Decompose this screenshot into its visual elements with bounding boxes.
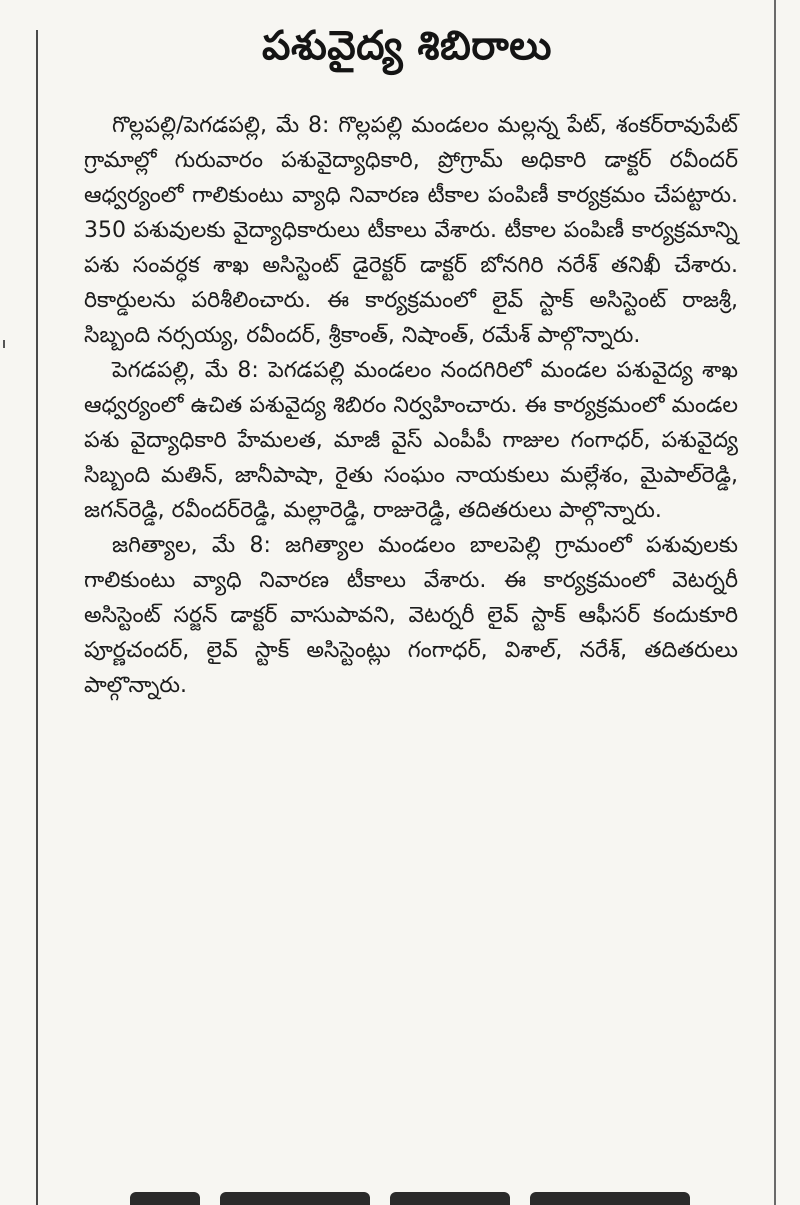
column-rule-right [774,0,776,1205]
paragraph-jagtial: జగిత్యాల, మే 8: జగిత్యాల మండలం బాలపెల్లి గ్రామంలో పశువులకు గాలికుంటు వ్యాధి నివారణ టీకాలు వేశారు. ఈ కార్యక్రమంలో వెటర్నరీ అసిస్టెంట్ సర్జన్ డాక్టర్ వాసుపావని, వెటర్నరీ లైవ్ స్టాక్ ఆఫీసర్ కందుకూరి పూర్ణచందర్, లైవ్ స్టాక్ అసిస్టెంట్లు గంగాధర్, విశాల్, నరేశ్, తదితరులు పాల్గొన్నారు. [84,533,738,698]
paragraph-pegadapalli: పెగడపల్లి, మే 8: పెగడపల్లి మండలం నందగిరిలో మండల పశువైద్య శాఖ ఆధ్వర్యంలో ఉచిత పశువైద్య శిబిరం నిర్వహించారు. ఈ కార్యక్రమంలో మండల పశు వైద్యాధికారి హేమలత, మాజీ వైస్ ఎంపీపీ గాజుల గంగాధర్, పశువైద్య సిబ్బంది మతిన్, జానీపాషా, రైతు సంఘం నాయకులు మల్లేశం, మైపాల్‌రెడ్డి, జగన్‌రెడ్డి, రవీందర్‌రెడ్డి, మల్లారెడ్డి, రాజురెడ్డి, తదితరులు పాల్గొన్నారు. [84,358,738,523]
cropped-next-headline [110,1186,710,1205]
article-body [84,108,738,703]
margin-mark [3,340,11,348]
headline: పశువైద్య శిబిరాలు [262,23,552,69]
column-rule-left [36,30,38,1205]
paragraph-gollapalli: గొల్లపల్లి/పెగడపల్లి, మే 8: గొల్లపల్లి మండలం మల్లన్న పేట్, శంకర్‌రావుపేట్ గ్రామాల్లో గురువారం పశువైద్యాధికారి, ప్రోగ్రామ్ అధికారి డాక్టర్ రవీందర్ ఆధ్వర్యంలో గాలికుంటు వ్యాధి నివారణ టీకాల పంపిణీ కార్యక్రమం చేపట్టారు. 350 పశువులకు వైద్యాధికారులు టీకాలు వేశారు. టీకాల పంపిణీ కార్యక్రమాన్ని పశు సంవర్ధక శాఖ అసిస్టెంట్ డైరెక్టర్ డాక్టర్ బోనగిరి నరేశ్ తనిఖీ చేశారు. రికార్డులను పరిశీలించారు. ఈ కార్యక్రమంలో లైవ్ స్టాక్ అసిస్టెంట్ రాజశ్రీ, సిబ్బంది నర్సయ్య, రవీందర్, శ్రీకాంత్, నిషాంత్, రమేశ్ పాల్గొన్నారు. [84,113,738,348]
